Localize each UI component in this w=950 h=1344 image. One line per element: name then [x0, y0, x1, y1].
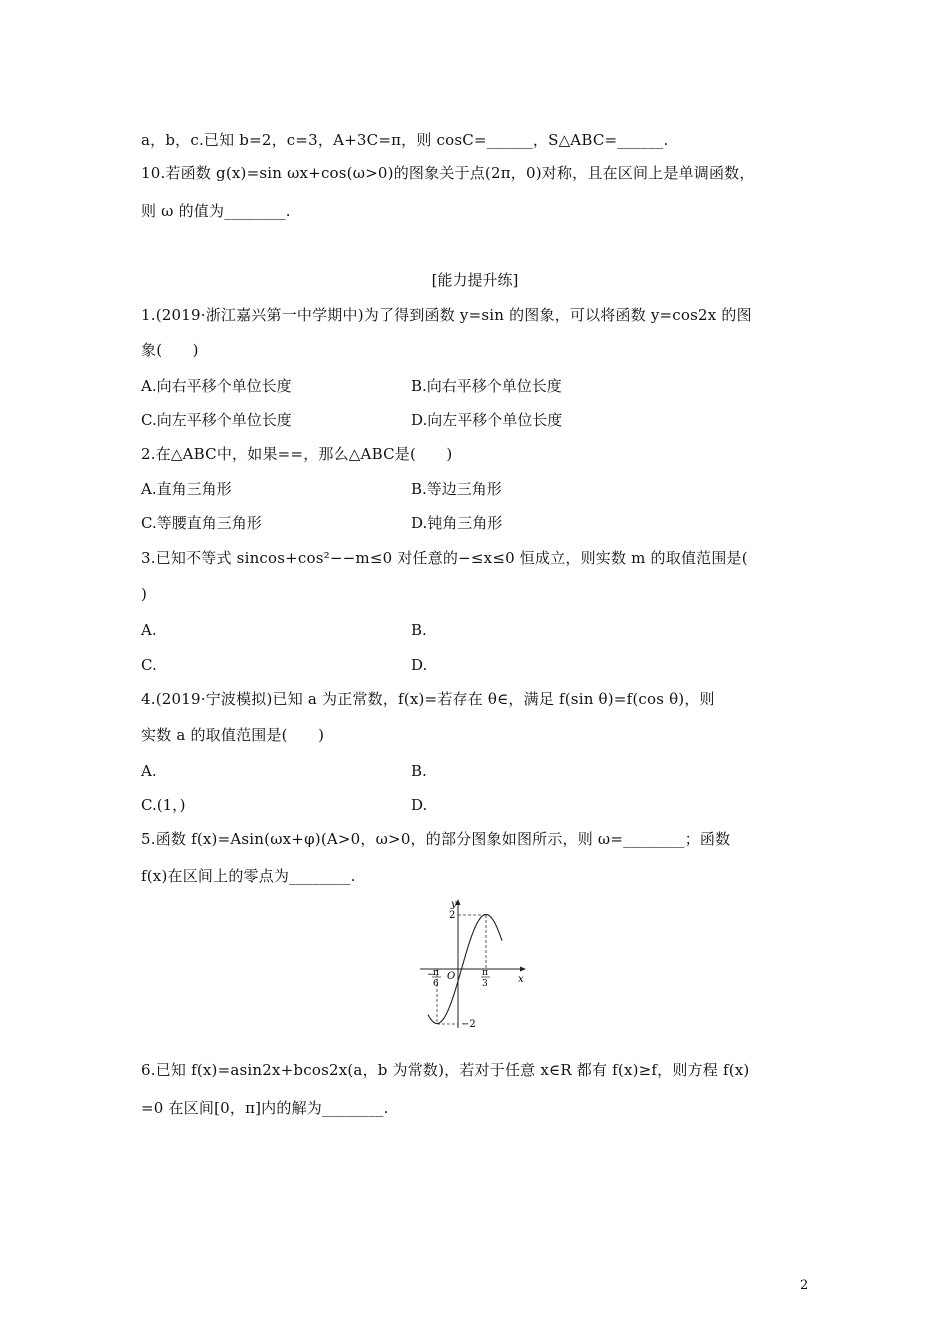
option-d: D.向左平移个单位长度 — [411, 411, 563, 429]
question-2-line1: 2.在△ABC中，如果==，那么△ABC是( ) — [141, 445, 453, 463]
x-axis-arrow — [520, 967, 526, 972]
option-d: D.钝角三角形 — [411, 514, 503, 532]
x-left-denominator: 6 — [433, 979, 439, 989]
question-1-line2: 象( ) — [141, 341, 199, 359]
question-5-line1: 5.函数 f(x)=Asin(ωx+φ)(A>0，ω>0，的部分图象如图所示，则 ω=________；函数 — [141, 830, 731, 848]
y-axis-label: y — [451, 899, 457, 910]
option-c: C.等腰直角三角形 — [141, 514, 262, 532]
y-min-label: −2 — [461, 1019, 476, 1030]
option-a: A.直角三角形 — [141, 480, 232, 498]
question-10-line2: 则 ω 的值为________. — [141, 202, 291, 220]
question-1-line1: 1.(2019·浙江嘉兴第一中学期中)为了得到函数 y=sin 的图象，可以将函数 y=cos2x 的图 — [141, 306, 752, 324]
question-3-line1: 3.已知不等式 sincos+cos²−−m≤0 对任意的−≤x≤0 恒成立，则实数 m 的取值范围是( — [141, 549, 748, 567]
option-c: C. — [141, 656, 157, 674]
x-left-minus: − — [427, 970, 435, 980]
option-d: D. — [411, 656, 428, 674]
option-b: B.向右平移个单位长度 — [411, 377, 562, 395]
x-right-denominator: 3 — [482, 979, 488, 989]
option-c: C.向左平移个单位长度 — [141, 411, 292, 429]
question-4-line2: 实数 a 的取值范围是( ) — [141, 726, 325, 744]
option-b: B. — [411, 621, 427, 639]
x-axis-label: x — [518, 974, 524, 985]
x-left-numerator: π — [433, 968, 439, 978]
option-c: C.(1，) — [141, 796, 186, 814]
option-b: B. — [411, 762, 427, 780]
question-4-line1: 4.(2019·宁波模拟)已知 a 为正常数，f(x)=若存在 θ∈，满足 f(sin θ)=f(cos θ)，则 — [141, 690, 715, 708]
origin-label: O — [447, 971, 456, 982]
option-b: B.等边三角形 — [411, 480, 502, 498]
section-title: [能力提升练] — [431, 271, 519, 289]
question-6-line2: =0 在区间[0，π]内的解为________. — [141, 1099, 389, 1117]
y-max-label: 2 — [449, 910, 456, 921]
x-right-numerator: π — [482, 968, 488, 978]
option-a: A.向右平移个单位长度 — [141, 377, 292, 395]
page-number: 2 — [800, 1278, 809, 1293]
option-d: D. — [411, 796, 428, 814]
sine-graph-figure — [418, 896, 530, 1032]
text-line: a，b，c.已知 b=2，c=3，A+3C=π，则 cosC=______，S△ABC=______. — [141, 131, 669, 149]
question-10-line1: 10.若函数 g(x)=sin ωx+cos(ω>0)的图象关于点(2π，0)对称，且在区间上是单调函数， — [141, 164, 755, 182]
option-a: A. — [141, 762, 157, 780]
question-3-line2: ) — [141, 585, 148, 603]
question-6-line1: 6.已知 f(x)=asin2x+bcos2x(a，b 为常数)，若对于任意 x∈R 都有 f(x)≥f，则方程 f(x) — [141, 1061, 750, 1079]
question-5-line2: f(x)在区间上的零点为________. — [141, 867, 356, 885]
option-a: A. — [141, 621, 157, 639]
